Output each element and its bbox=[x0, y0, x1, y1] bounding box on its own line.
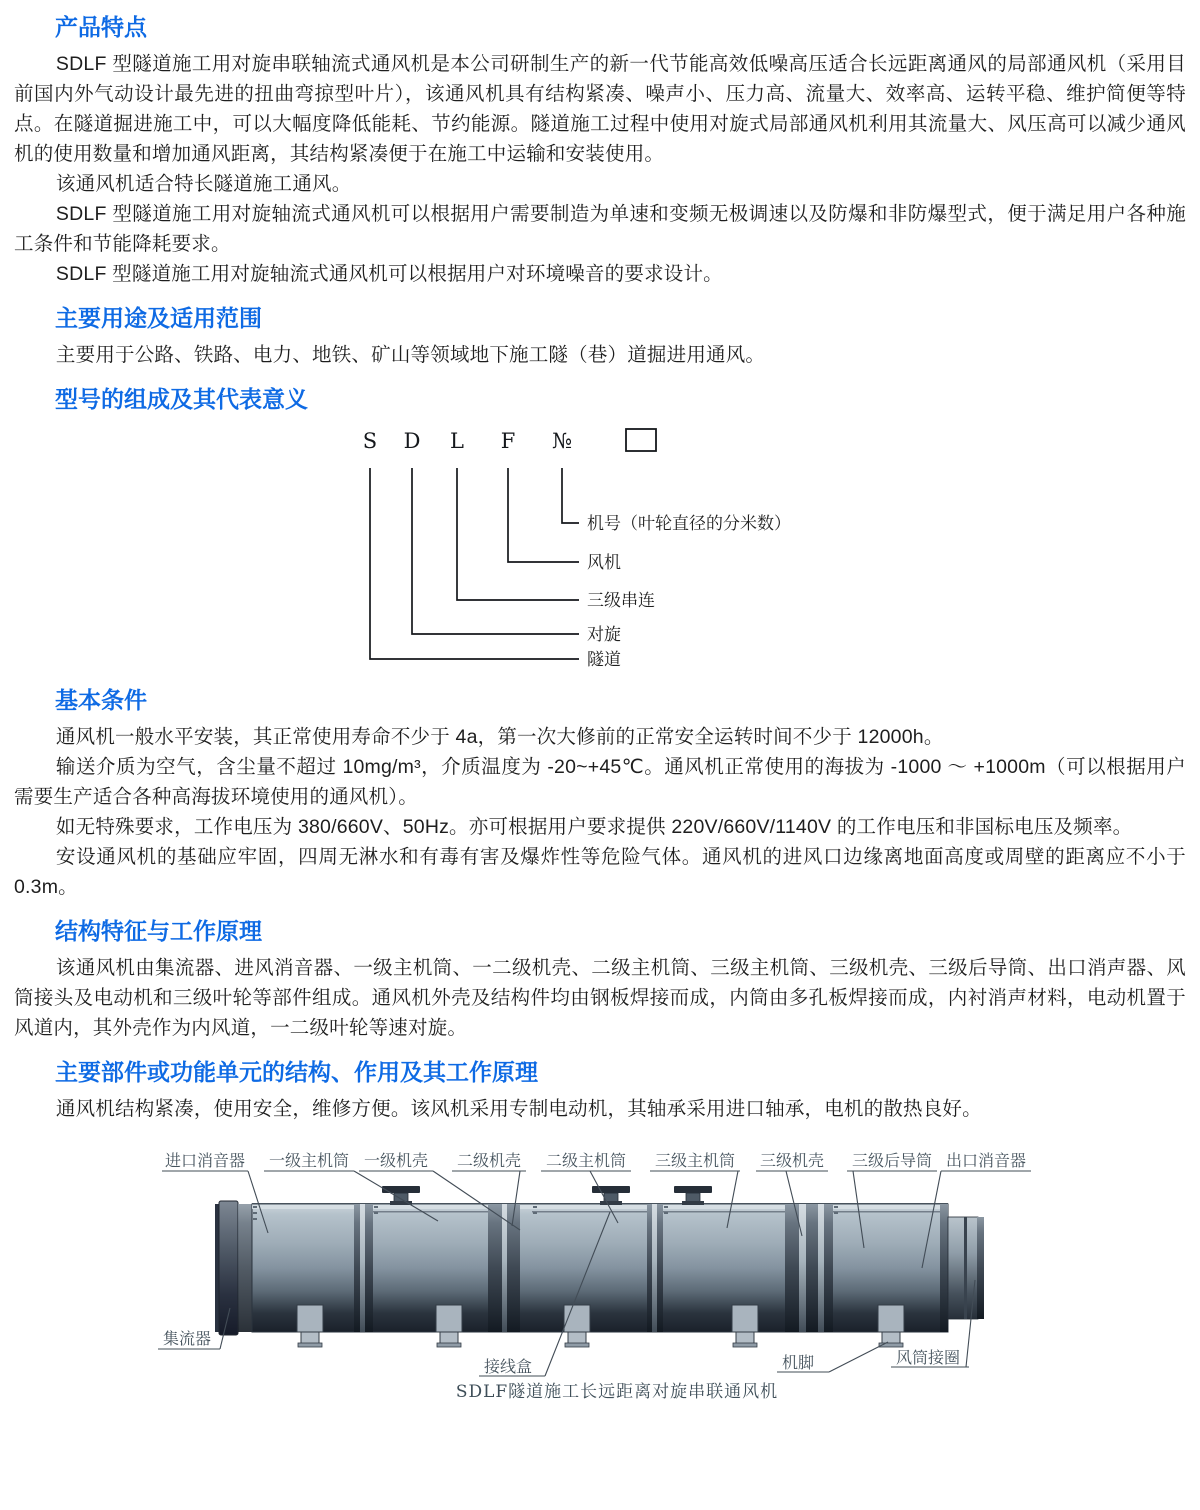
paragraph: 该通风机由集流器、进风消音器、一级主机筒、一二级机壳、二级主机筒、三级主机筒、三级机壳、三级后导筒、出口消声器、风筒接头及电动机和三级叶轮等部件组成。通风机外壳及结构件均由钢板焊接而成，内筒由多孔板焊接而成，内衬消声材料，电动机置于风道内，其外壳作为内风道，一二级叶轮等速对旋。 bbox=[14, 957, 1186, 1039]
duct-connection-ring bbox=[948, 1217, 984, 1319]
label-inlet-silencer: 进口消音器 bbox=[164, 1151, 246, 1170]
paragraph: 安设通风机的基础应牢固，四周无淋水和有毒有害及爆炸性等危险气体。通风机的进风口边缘离地面高度或周壁的距离应不小于 0.3m。 bbox=[14, 846, 1186, 898]
model-letter-s: S bbox=[362, 429, 378, 453]
mounting-foot bbox=[564, 1305, 590, 1347]
label-stage3-main-barrel: 三级主机筒 bbox=[654, 1151, 736, 1170]
model-designation-svg bbox=[14, 421, 1200, 671]
label-stage2-main-barrel: 二级主机筒 bbox=[545, 1151, 627, 1170]
label-junction-box: 接线盒 bbox=[484, 1357, 533, 1376]
diagram-caption: SDLF隧道施工长远距离对旋串联通风机 bbox=[455, 1382, 779, 1402]
model-letter-f: F bbox=[500, 429, 516, 453]
label-stage1-main-barrel: 一级主机筒 bbox=[268, 1151, 350, 1170]
paragraph: 通风机结构紧凑，使用安全，维修方便。该风机采用专制电动机，其轴承采用进口轴承，电机的散热良好。 bbox=[55, 1098, 982, 1120]
paragraph: SDLF 型隧道施工用对旋轴流式通风机可以根据用户需要制造为单速和变频无极调速以及防爆和非防爆型式，便于满足用户各种施工条件和节能降耗要求。 bbox=[14, 203, 1186, 255]
section-heading-model-composition: 型号的组成及其代表意义 bbox=[55, 386, 308, 412]
mounting-foot bbox=[297, 1305, 323, 1347]
paragraph: 通风机一般水平安装，其正常使用寿命不少于 4a，第一次大修前的正常安全运转时间不少于 12000h。 bbox=[55, 726, 944, 748]
fan-machine-illustration bbox=[215, 1186, 984, 1347]
junction-boxes bbox=[382, 1186, 712, 1205]
label-stage3-rear-guide-barrel: 三级后导筒 bbox=[851, 1151, 933, 1170]
paragraph: SDLF 型隧道施工用对旋串联轴流式通风机是本公司研制生产的新一代节能高效低噪高压适合长远距离通风的局部通风机（采用目前国内外气动设计最先进的扭曲弯掠型叶片），该通风机具有结构紧凑、噪声小、压力高、流量大、效率高、运转平稳、维护简便等特点。在隧道掘进施工中，可以大幅度降低能耗、节约能源。隧道施工过程中使用对旋式局部通风机利用其流量大、风压高可以减少通风机的使用数量和增加通风距离，其结构紧凑便于在施工中运输和安装使用。 bbox=[14, 53, 1186, 165]
paragraph: SDLF 型隧道施工用对旋轴流式通风机可以根据用户对环境噪音的要求设计。 bbox=[55, 263, 723, 285]
bell-throat bbox=[238, 1204, 252, 1332]
model-letter-l: L bbox=[450, 429, 464, 453]
section-heading-structure-principle: 结构特征与工作原理 bbox=[55, 918, 262, 944]
mounting-foot bbox=[732, 1305, 758, 1347]
section-heading-main-components: 主要部件或功能单元的结构、作用及其工作原理 bbox=[55, 1059, 538, 1085]
label-machine-foot: 机脚 bbox=[782, 1353, 815, 1372]
paragraph: 主要用于公路、铁路、电力、地铁、矿山等领域地下施工隧（巷）道掘进用通风。 bbox=[55, 344, 766, 366]
label-outlet-silencer: 出口消音器 bbox=[945, 1151, 1027, 1170]
paragraph: 如无特殊要求，工作电压为 380/660V、50Hz。亦可根据用户要求提供 220V/660V/1140V 的工作电压和非国标电压及频率。 bbox=[55, 816, 1133, 838]
fan-assembly-svg bbox=[0, 1138, 1200, 1430]
paragraph: 该通风机适合特长隧道施工通风。 bbox=[55, 173, 352, 195]
label-stage2-casing: 二级机壳 bbox=[456, 1151, 522, 1170]
model-letter-d: D bbox=[403, 429, 421, 453]
model-meaning-fan: 风机 bbox=[587, 553, 621, 572]
section-heading-product-features: 产品特点 bbox=[55, 14, 147, 40]
section-heading-main-uses: 主要用途及适用范围 bbox=[55, 305, 262, 331]
model-designation-diagram bbox=[14, 421, 1186, 671]
mounting-foot bbox=[878, 1305, 904, 1347]
model-meaning-tunnel: 隧道 bbox=[587, 650, 621, 669]
model-meaning-fan-number: 机号（叶轮直径的分米数） bbox=[587, 514, 791, 533]
junction-box bbox=[592, 1186, 630, 1205]
model-meaning-three-stage-series: 三级串连 bbox=[587, 591, 655, 610]
mounting-foot bbox=[436, 1305, 462, 1347]
model-letter-no: № bbox=[552, 429, 572, 453]
label-stage1-casing: 一级机壳 bbox=[363, 1151, 429, 1170]
label-stage3-casing: 三级机壳 bbox=[759, 1151, 825, 1170]
model-connector-lines bbox=[370, 468, 579, 659]
label-duct-connection-ring: 风筒接圈 bbox=[896, 1348, 961, 1367]
product-document bbox=[0, 12, 1200, 1124]
paragraph: 输送介质为空气，含尘量不超过 10mg/m³，介质温度为 -20~+45℃。通风机正常使用的海拔为 -1000 ～ +1000m（可以根据用户需要生产适合各种高海拔环境使用的通风机）。 bbox=[14, 756, 1186, 808]
label-flow-collector: 集流器 bbox=[163, 1329, 212, 1348]
model-number-box bbox=[626, 429, 656, 451]
section-heading-basic-conditions: 基本条件 bbox=[55, 687, 147, 713]
junction-box bbox=[382, 1186, 420, 1205]
fan-assembly-diagram bbox=[0, 1138, 1200, 1430]
junction-box bbox=[674, 1186, 712, 1205]
model-meaning-contra-rotating: 对旋 bbox=[587, 625, 621, 644]
